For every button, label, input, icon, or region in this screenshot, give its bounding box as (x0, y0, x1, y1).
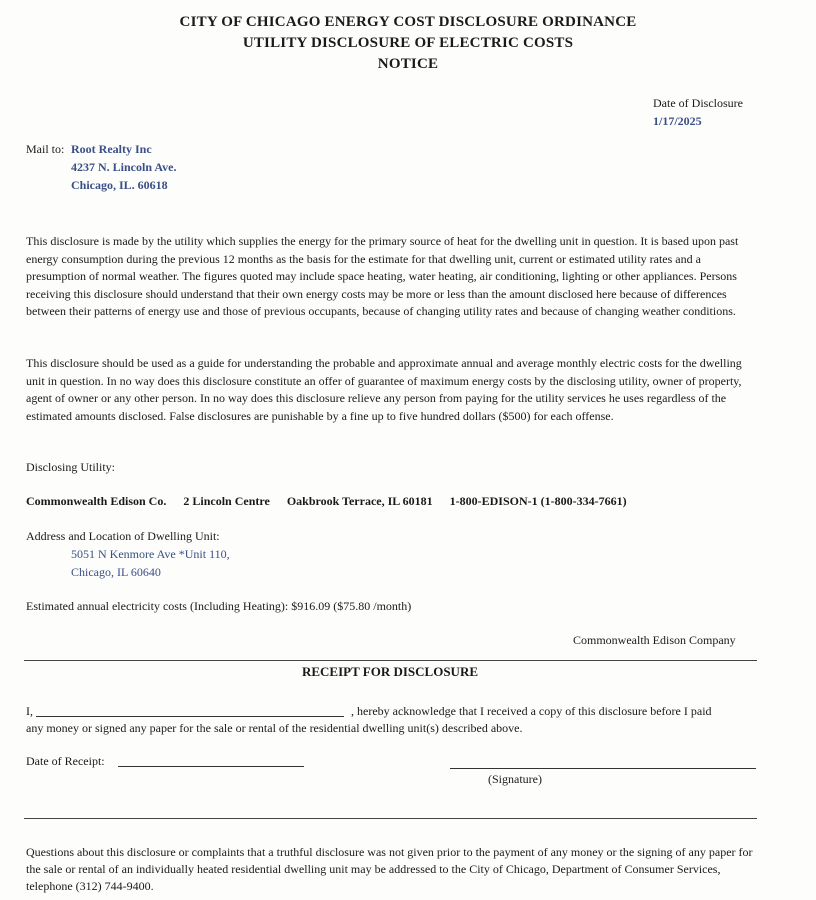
footer-paragraph: Questions about this disclosure or complaints that a truthful disclosure was not given prior to the payment of any money or the signing of any paper for the sale or rental of an individually heated residential dwelling unit may be addressed to the City of Chicago, Department of Consumer Services, telephone (312) 744-9400. (26, 845, 753, 893)
document-title: CITY OF CHICAGO ENERGY COST DISCLOSURE ORDINANCE (179, 14, 637, 30)
footer-divider (24, 818, 757, 819)
receipt-date-label: Date of Receipt: (26, 754, 105, 768)
acknowledgement-prefix: I, (26, 704, 33, 718)
utility-phone: 1-800-EDISON-1 (1-800-334-7661) (449, 494, 627, 508)
disclosure-date-label: Date of Disclosure (653, 96, 743, 110)
receipt-title: RECEIPT FOR DISCLOSURE (301, 664, 479, 679)
signature-label: (Signature) (488, 772, 542, 786)
acknowledgement-text: , hereby acknowledge that I received a copy of this disclosure before I paid (351, 704, 712, 718)
utility-info-row (26, 494, 641, 509)
company-signature: Commonwealth Edison Company (573, 633, 736, 647)
mail-to-street: 4237 N. Lincoln Ave. (71, 160, 177, 174)
disclosure-paragraph-2: This disclosure should be used as a guide for understanding the probable and approximate annual and average monthly electric costs for the dwelling unit in question. In no way does this disclosure constitute an offer of guarantee of maximum energy costs by the disclosing utility, owner of property, agent of owner or any other person. In no way does this disclosure relieve any person from paying for the utility services he uses regardless of the estimated amounts disclosed. False disclosures are punishable by a fine up to five hundred dollars ($500) for each offense. (26, 356, 742, 423)
mail-to-name: Root Realty Inc (71, 142, 152, 156)
estimated-annual-cost: Estimated annual electricity costs (Including Heating): $916.09 ($75.80 /month) (26, 599, 412, 613)
acknowledgement-name-field[interactable] (36, 716, 344, 717)
dwelling-address-city: Chicago, IL 60640 (71, 565, 161, 579)
utility-city: Oakbrook Terrace, IL 60181 (286, 494, 433, 508)
document-notice-heading: NOTICE (377, 56, 439, 72)
document-subtitle: UTILITY DISCLOSURE OF ELECTRIC COSTS (242, 35, 574, 51)
receipt-date-field[interactable] (118, 766, 304, 767)
disclosure-date-value: 1/17/2025 (653, 114, 702, 128)
acknowledgement-text-line2: any money or signed any paper for the sale or rental of the residential dwelling unit(s) described above. (26, 721, 523, 735)
dwelling-address-label: Address and Location of Dwelling Unit: (26, 529, 220, 543)
signature-field[interactable] (450, 768, 756, 769)
utility-name: Commonwealth Edison Co. (26, 494, 167, 508)
disclosure-paragraph-1: This disclosure is made by the utility which supplies the energy for the primary source of heat for the dwelling unit in question. It is based upon past energy consumption during the previous 12 months as the basis for the estimate for that dwelling unit, current or estimated utility rates and a presumption of normal weather. The figures quoted may include space heating, water heating, air conditioning, lighting or other appliances. Persons receiving this disclosure should understand that their own energy costs may be more or less than the amount disclosed here because of differences between their patterns of energy use and those of previous occupants, because of changing utility rates and because of changing weather conditions. (26, 234, 739, 319)
utility-address: 2 Lincoln Centre (183, 494, 270, 508)
disclosing-utility-label: Disclosing Utility: (26, 460, 116, 474)
mail-to-city: Chicago, IL. 60618 (71, 178, 168, 192)
dwelling-address-street: 5051 N Kenmore Ave *Unit 110, (71, 547, 230, 561)
mail-to-label: Mail to: (26, 142, 65, 156)
section-divider (24, 660, 757, 661)
